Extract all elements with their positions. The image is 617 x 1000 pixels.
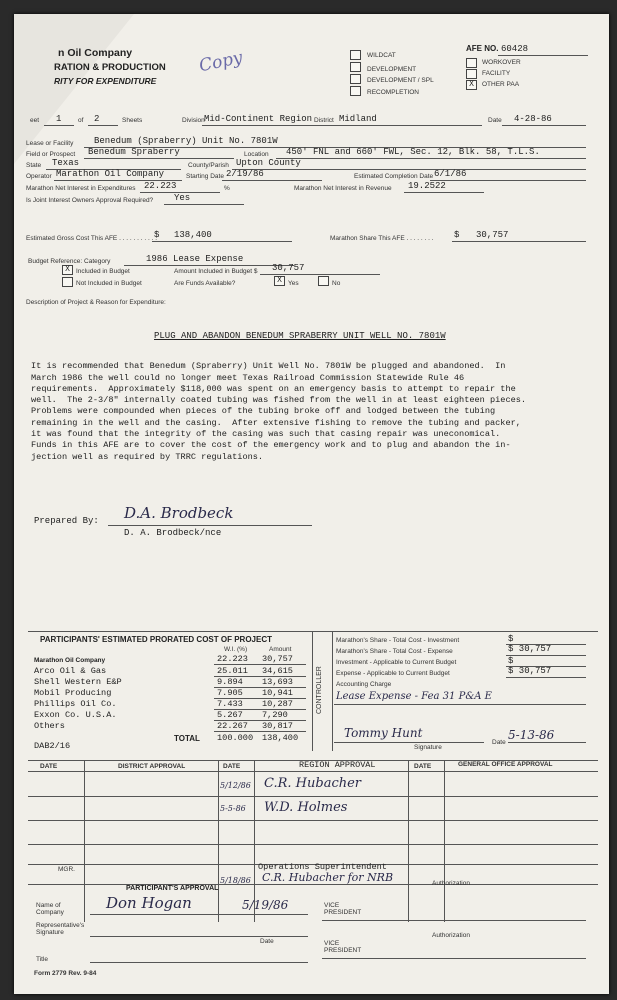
field-value: Benedum Spraberry (88, 147, 180, 157)
participant-wi: 7.433 (217, 699, 243, 709)
joint-value: Yes (174, 193, 191, 203)
ops-signature: C.R. Hubacher for NRB (262, 871, 394, 884)
description-line: well. The 2-3/8" internally coated tubing was fished from the well in at least eighteen pieces. (31, 395, 527, 406)
share-value: 30,757 (476, 230, 509, 240)
district-label: District (314, 117, 334, 124)
participant-date-label: Date (260, 938, 274, 945)
lease-value: Benedum (Spraberry) Unit No. 7801W (94, 136, 278, 146)
share-label: Marathon Share This AFE . . . . . . . . (330, 235, 434, 242)
description-line: it was found that the integrity of the casing was such that casing repair was uneconomical. (31, 429, 501, 440)
participant-wi: 5.267 (217, 710, 243, 720)
rep-signature-label: Representative's Signature (36, 922, 85, 936)
participant-amount: 7,290 (262, 710, 288, 720)
amount-included-label: Amount Included in Budget $ (174, 268, 258, 275)
participant-amount: 10,287 (262, 699, 293, 709)
county-label: County/Parish (188, 162, 229, 169)
afe-no-label: AFE NO. (466, 44, 499, 53)
starting-date-value: 2/19/86 (226, 169, 264, 179)
lease-label: Lease or Facility (26, 140, 74, 147)
controller-row-label: Marathon's Share - Total Cost - Investment (336, 637, 460, 644)
date-col-2: DATE (223, 763, 241, 770)
sheet-label: eet (30, 117, 40, 124)
participant-wi: 22.267 (217, 721, 248, 731)
region-approval-col: REGION APPROVAL (299, 760, 376, 770)
participant-wi: 22.223 (217, 654, 248, 664)
accounting-charge: Lease Expense - Fea 31 P&A E (336, 691, 492, 702)
participant-name: Mobil Producing (34, 688, 112, 698)
description-line: March 1986 the well could no longer meet Texas Railroad Commission Statewide Rule 46 (31, 372, 465, 383)
title-label: Title (36, 956, 49, 963)
controller-row-value: $ 30,757 (508, 644, 552, 654)
workover-label: WORKOVER (482, 59, 521, 66)
region-approval-signature: C.R. Hubacher (264, 776, 362, 791)
sheet-no: 1 (56, 114, 62, 124)
region-approval-date: 5-5-86 (220, 804, 246, 813)
facility-label: FACILITY (482, 70, 511, 77)
date-col-1: DATE (40, 763, 58, 770)
preparer-name: D. A. Brodbeck/nce (124, 528, 222, 538)
funds-no-checkbox[interactable] (318, 276, 329, 286)
district-approval-col: DISTRICT APPROVAL (118, 763, 186, 770)
controller-row-value: $ 30,757 (508, 666, 552, 676)
participant-name: Arco Oil & Gas (34, 666, 107, 676)
description-line: jection well as required by TRRC regulations. (31, 451, 264, 462)
description-line: Problems were compounded when pieces of the tubing broke off and lodged between the tubing (31, 406, 496, 417)
participant-approval-title: PARTICIPANT'S APPROVAL (126, 885, 219, 892)
facility-checkbox[interactable] (466, 69, 477, 79)
workover-checkbox[interactable] (466, 58, 477, 68)
general-office-approval-col: GENERAL OFFICE APPROVAL (458, 761, 553, 768)
participant-sign-date: 5/19/86 (242, 898, 289, 912)
county-value: Upton County (236, 158, 301, 168)
controller-label: CONTROLLER (316, 666, 323, 714)
participant-name: Marathon Oil Company (34, 657, 106, 664)
included-label: Included in Budget (76, 268, 130, 275)
prepared-by-label: Prepared By: (34, 516, 99, 526)
division-heading: RATION & PRODUCTION (54, 62, 166, 73)
description-line: remaining in the well and the casing. After extensive fishing to remove the tubing and packer, (31, 417, 521, 428)
operator-label: Operator (26, 173, 52, 180)
funds-yes-checkbox[interactable]: X (274, 276, 285, 286)
controller-date-label: Date (492, 739, 506, 746)
region-approval-signature: W.D. Holmes (264, 800, 348, 815)
gross-cost-value: 138,400 (174, 230, 212, 240)
vice-president-label-2: VICE PRESIDENT (324, 940, 362, 954)
participant-wi: 25.011 (217, 666, 248, 676)
region-approval-date: 5/12/86 (220, 781, 251, 790)
development-label: DEVELOPMENT (367, 66, 417, 73)
description-line: Funds in this AFE are to cover the cost of the emergency work and to plug and abandon the in- (31, 440, 511, 451)
controller-row-label: Investment - Applicable to Current Budget (336, 659, 457, 666)
accounting-label: Accounting Charge (336, 681, 392, 688)
vice-president-label: VICE PRESIDENT (324, 902, 362, 916)
net-exp-value: 22.223 (144, 181, 177, 191)
afe-no-value: 60428 (501, 44, 529, 54)
participant-wi: 9.894 (217, 677, 243, 687)
participant-amount: 13,693 (262, 677, 293, 687)
starting-date-label: Starting Date (186, 173, 224, 180)
yes-label: Yes (288, 280, 299, 287)
participant-name: Shell Western E&P (34, 677, 122, 687)
copy-stamp: Copy (197, 47, 245, 77)
funds-label: Are Funds Available? (174, 280, 236, 287)
wildcat-label: WILDCAT (367, 52, 396, 59)
date-label: Date (488, 117, 502, 124)
company-name: n Oil Company (58, 47, 133, 59)
controller-signature: Tommy Hunt (344, 726, 423, 740)
state-label: State (26, 162, 42, 169)
net-exp-label: Marathon Net Interest in Expenditures (26, 185, 136, 192)
controller-date: 5-13-86 (508, 728, 555, 742)
date-value: 4-28-86 (514, 114, 552, 124)
participant-amount: 34,615 (262, 666, 293, 676)
name-of-company-label: Name of Company (36, 902, 64, 916)
budget-ref-label: Budget Reference: Category (28, 258, 111, 265)
participant-name: Phillips Oil Co. (34, 699, 117, 709)
location-value: 450' FNL and 660' FWL, Sec. 12, Blk. 58, T.L.S. (286, 147, 540, 157)
no-label: No (332, 280, 341, 287)
ops-date: 5/18/86 (220, 876, 251, 885)
amount-included-value: 30,757 (272, 263, 305, 273)
share-dollar: $ (454, 230, 460, 240)
state-value: Texas (52, 158, 80, 168)
controller-row-label: Marathon's Share - Total Cost - Expense (336, 648, 453, 655)
completion-date-label: Estimated Completion Date (354, 173, 434, 180)
description-line: It is recommended that Benedum (Spraberry) Unit Well No. 7801W be plugged and abandoned. In (31, 361, 506, 372)
description-line: requirements. Approximately $118,000 was spent on an emergency basis to attempt to repair the (31, 383, 516, 394)
location-label: Location (244, 151, 269, 158)
operator-value: Marathon Oil Company (56, 169, 165, 179)
development-spl-checkbox[interactable] (350, 74, 361, 84)
description-label: Description of Project & Reason for Expenditure: (26, 299, 166, 306)
net-rev-label: Marathon Net Interest in Revenue (294, 185, 392, 192)
wildcat-checkbox[interactable] (350, 50, 361, 60)
controller-row-label: Expense - Applicable to Current Budget (336, 670, 450, 677)
recompletion-label: RECOMPLETION (367, 89, 420, 96)
gross-dollar: $ (154, 230, 160, 240)
participant-amount: 30,817 (262, 721, 293, 731)
included-checkbox[interactable]: X (62, 265, 73, 275)
not-included-label: Not Included in Budget (76, 280, 142, 287)
development-spl-label: DEVELOPMENT / SPL (367, 77, 434, 84)
form-number: Form 2779 Rev. 9-84 (34, 970, 97, 977)
sheets-label: Sheets (122, 117, 143, 124)
date-col-3: DATE (414, 763, 432, 770)
mgr-label: MGR. (58, 866, 75, 873)
participant-amount: 30,757 (262, 654, 293, 664)
total-label: TOTAL (174, 734, 200, 743)
net-rev-value: 19.2522 (408, 181, 446, 191)
recompletion-checkbox[interactable] (350, 86, 361, 96)
participant-name: Exxon Co. U.S.A. (34, 710, 117, 720)
wi-header: W.I. (%) (224, 646, 248, 653)
not-included-checkbox[interactable] (62, 277, 73, 287)
other-paa-label: OTHER PAA (482, 81, 520, 88)
participant-amount: 10,941 (262, 688, 293, 698)
preparer-signature: D.A. Brodbeck (124, 504, 234, 522)
participant-wi: 7.905 (217, 688, 243, 698)
description-body (31, 350, 526, 486)
participant-signature: Don Hogan (106, 894, 192, 912)
participants-title: PARTICIPANTS' ESTIMATED PRORATED COST OF PROJECT (40, 635, 272, 644)
development-checkbox[interactable] (350, 62, 361, 72)
participant-name: Others (34, 721, 65, 731)
amount-header: Amount (269, 646, 292, 653)
ref-code: DAB2/16 (34, 741, 71, 751)
field-label: Field or Prospect (26, 151, 76, 158)
total-amount: 138,400 (262, 733, 299, 743)
total-wi: 100.000 (217, 733, 254, 743)
division-label: Division (182, 117, 205, 124)
percent-sign: % (224, 185, 230, 192)
authorization-label-2: Authorization (432, 932, 470, 939)
district-value: Midland (339, 114, 377, 124)
controller-row-value: $ (508, 656, 514, 666)
division-value: Mid-Continent Region (204, 114, 313, 124)
ops-superintendent-label: Operations Superintendent (258, 862, 387, 872)
gross-cost-label: Estimated Gross Cost This AFE . . . . . . . . . . . (26, 235, 157, 242)
completion-date-value: 6/1/86 (434, 169, 467, 179)
description-title: PLUG AND ABANDON BENEDUM SPRABERRY UNIT WELL NO. 7801W (154, 331, 446, 341)
sheets-total: 2 (94, 114, 100, 124)
form-subtitle: RITY FOR EXPENDITURE (54, 76, 157, 86)
budget-category: 1986 Lease Expense (146, 254, 244, 264)
authorization-label: Authorization (432, 880, 470, 887)
of-label: of (78, 117, 84, 124)
signature-label: Signature (414, 744, 442, 751)
afe-document (14, 14, 609, 994)
controller-row-value: $ (508, 634, 514, 644)
other-paa-checkbox[interactable]: X (466, 80, 477, 90)
joint-label: Is Joint Interest Owners Approval Required? (26, 197, 154, 204)
